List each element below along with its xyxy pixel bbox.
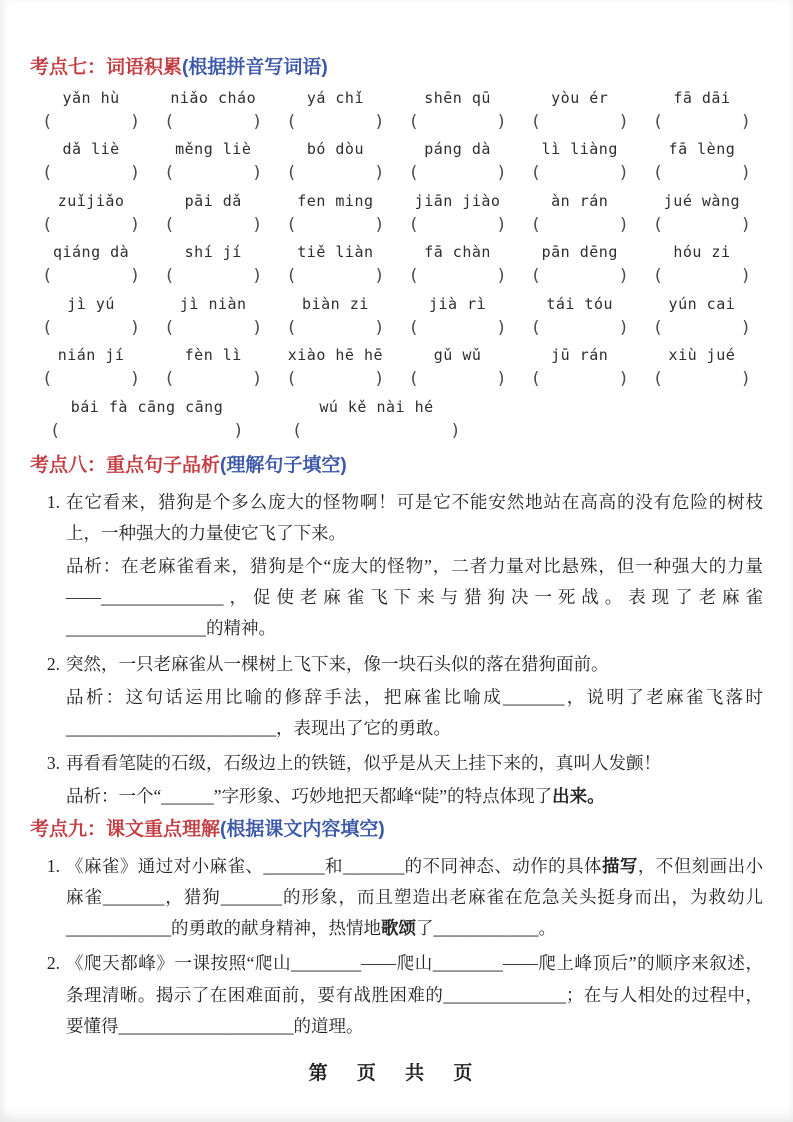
pinyin-word: lì liàng: [541, 140, 618, 159]
brackets-cell: [519, 364, 641, 393]
question-item: [30, 487, 763, 645]
answer-brackets: [44, 264, 138, 290]
answer-brackets: [44, 161, 138, 187]
open-paren: (: [288, 214, 296, 235]
brackets-cell: [30, 313, 152, 342]
close-paren: ): [497, 266, 505, 287]
section-8-title: 考点八：重点句子品析: [30, 455, 221, 477]
body-text: ，不但刻画出小麻雀_______，猎狗_______的形象，而且塑造出老麻雀在危急关头挺身而出，为救幼儿____________的勇敢的献身精神，热情地: [66, 855, 764, 939]
brackets-cell: [152, 261, 274, 290]
brackets-cell: [274, 210, 396, 239]
close-paren: ): [742, 163, 749, 184]
close-paren: ): [375, 369, 383, 390]
brackets-cell: [396, 210, 518, 239]
close-paren: ): [253, 214, 261, 235]
section-9-title: 考点九：课文重点理解: [30, 819, 221, 841]
open-paren: (: [654, 266, 662, 287]
question-text: [66, 948, 763, 1041]
close-paren: ): [131, 111, 139, 132]
open-paren: (: [288, 111, 296, 132]
brackets-cell: [519, 313, 641, 342]
pinyin-word: fen ming: [297, 191, 374, 210]
answer-brackets: [294, 419, 459, 445]
answer-brackets: [44, 213, 138, 239]
open-paren: (: [532, 317, 540, 338]
section-7-subtitle: (根据拼音写词语): [182, 57, 328, 78]
pinyin-word: fèn lì: [184, 346, 242, 365]
question-item: [30, 948, 763, 1041]
open-paren: (: [166, 317, 173, 338]
brackets-cell: [30, 158, 152, 187]
pinyin-row: [30, 192, 763, 210]
pinyin-grid: [30, 89, 763, 445]
pinyin-word: jì yú: [67, 294, 115, 313]
pinyin-word: yá chǐ: [306, 88, 364, 107]
open-paren: (: [44, 317, 51, 338]
open-paren: (: [44, 266, 51, 287]
pinyin-word: pān dēng: [541, 243, 618, 262]
brackets-cell: [274, 364, 396, 393]
open-paren: (: [52, 420, 60, 441]
answer-brackets: [411, 213, 505, 239]
answer-brackets: [288, 161, 382, 187]
pinyin-word: dǎ liè: [62, 140, 120, 159]
pinyin-word: pāi dǎ: [184, 191, 242, 210]
open-paren: (: [288, 317, 296, 338]
section-8-subtitle: (理解句子填空): [220, 455, 347, 477]
answer-brackets: [44, 110, 138, 136]
body-text: 品析：这句话运用比喻的修辞手法，把麻雀比喻成_______，说明了老麻雀飞落时________________________，表现出了它的勇敢。: [66, 686, 763, 738]
question-body: [66, 649, 763, 744]
pinyin-word: zuǐjiǎo: [57, 191, 125, 210]
open-paren: (: [532, 369, 540, 390]
open-paren: (: [410, 317, 418, 338]
close-paren: ): [375, 111, 383, 132]
question-number: 2.: [46, 953, 60, 974]
pinyin-word: yǎn hù: [62, 88, 120, 107]
pinyin-word: tái tóu: [546, 294, 614, 313]
pinyin-word: wú kě nài hé: [319, 397, 434, 416]
answer-brackets: [44, 367, 138, 393]
close-paren: ): [253, 369, 261, 390]
question-body: [66, 487, 763, 645]
section-7-header: [30, 56, 763, 81]
close-paren: ): [253, 317, 261, 338]
question-text: 再看看笔陡的石级，石级边上的铁链，似乎是从天上挂下来的，真叫人发颤！: [66, 753, 661, 773]
pinyin-word-wide: [52, 398, 242, 445]
question-text: 突然，一只老麻雀从一棵树上飞下来，像一块石头似的落在猎狗面前。: [66, 653, 609, 674]
close-paren: ): [620, 317, 627, 338]
open-paren: (: [654, 369, 662, 390]
close-paren: ): [375, 317, 383, 338]
question-text: [66, 851, 763, 944]
close-paren: ): [131, 369, 139, 390]
answer-brackets: [655, 316, 749, 342]
answer-brackets: [533, 213, 627, 239]
open-paren: (: [44, 214, 51, 235]
open-paren: (: [410, 369, 418, 390]
pinyin-word: fā chàn: [424, 243, 491, 262]
pinyin-word: niǎo cháo: [170, 88, 257, 107]
close-paren: ): [375, 266, 383, 287]
close-paren: ): [620, 111, 627, 132]
close-paren: ): [497, 111, 505, 132]
section-7-title: 考点七：词语积累: [30, 57, 183, 78]
pinyin-word: biàn zi: [302, 294, 369, 313]
question-body: [66, 748, 763, 812]
pinyin-word: qiáng dà: [52, 243, 130, 262]
answer-text: 出来。: [552, 786, 605, 807]
body-text: 《爬天都峰》一课按照“爬山________——爬山________——爬上峰顶后”的顺序来叙述，条理清晰。揭示了在困难面前，要有战胜困难的______________；在与人相处的过程中，要懂得____________________的道理。: [66, 953, 763, 1036]
pinyin-word: bó dòu: [306, 140, 364, 159]
open-paren: (: [654, 317, 662, 338]
answer-brackets: [52, 419, 242, 445]
open-paren: (: [288, 163, 296, 184]
close-paren: ): [497, 214, 505, 235]
open-paren: (: [166, 214, 173, 235]
answer-brackets: [288, 110, 382, 136]
answer-brackets: [655, 367, 749, 393]
pinyin-word: jū rán: [551, 346, 609, 365]
close-paren: ): [131, 163, 139, 184]
close-paren: ): [375, 163, 383, 184]
answer-brackets: [533, 367, 627, 393]
pinyin-word: xiào hē hē: [287, 346, 384, 365]
pinyin-row: [30, 89, 763, 107]
answer-brackets: [411, 110, 505, 136]
close-paren: ): [131, 214, 139, 235]
question-analysis: [66, 682, 763, 744]
page-footer: 第 页 共 页: [308, 1062, 485, 1084]
brackets-cell: [152, 364, 274, 393]
answer-brackets: [533, 110, 627, 136]
close-paren: ): [253, 266, 261, 287]
brackets-cell: [30, 210, 152, 239]
brackets-cell: [396, 107, 518, 136]
pinyin-word: jì niàn: [179, 294, 247, 313]
brackets-cell: [519, 158, 641, 187]
open-paren: (: [166, 163, 173, 184]
question-analysis: [66, 551, 763, 644]
close-paren: ): [742, 111, 749, 132]
pinyin-word: shí jí: [184, 243, 242, 262]
pinyin-word: jià rì: [428, 294, 487, 313]
body-text: 品析：在老麻雀看来，猎狗是个“庞大的怪物”，二者力量对比悬殊，但一种强大的力量——______________，促使老麻雀飞下来与猎狗决一死战。表现了老麻雀________________的精神。: [66, 556, 763, 639]
brackets-cell: [519, 261, 641, 290]
answer-brackets: [655, 110, 749, 136]
brackets-cell: [152, 210, 274, 239]
brackets-cell: [641, 313, 763, 342]
answer-brackets: [166, 316, 260, 342]
brackets-cell: [519, 210, 641, 239]
brackets-cell: [641, 261, 763, 290]
pinyin-word: shēn qū: [424, 88, 491, 107]
brackets-row: [30, 261, 763, 290]
answer-brackets: [411, 161, 505, 187]
close-paren: ): [253, 163, 261, 184]
pinyin-word: fā dāi: [673, 88, 731, 107]
pinyin-word-wide: [294, 398, 459, 445]
section-9-header: [30, 818, 763, 843]
open-paren: (: [44, 369, 51, 390]
brackets-row: [30, 158, 763, 187]
open-paren: (: [294, 420, 302, 441]
open-paren: (: [654, 214, 662, 235]
answer-text: 歌颂: [381, 918, 416, 939]
brackets-row: [30, 107, 763, 136]
open-paren: (: [532, 266, 540, 287]
answer-brackets: [533, 316, 627, 342]
answer-brackets: [166, 110, 260, 136]
open-paren: (: [654, 163, 662, 184]
close-paren: ): [620, 266, 627, 287]
question-number: 1.: [46, 491, 60, 512]
brackets-cell: [274, 313, 396, 342]
close-paren: ): [253, 111, 261, 132]
answer-brackets: [655, 161, 749, 187]
answer-brackets: [166, 264, 260, 290]
open-paren: (: [532, 214, 540, 235]
brackets-cell: [641, 210, 763, 239]
pinyin-row: [30, 346, 763, 364]
open-paren: (: [410, 163, 418, 184]
question-item: [30, 851, 763, 944]
answer-brackets: [411, 264, 505, 290]
brackets-cell: [396, 313, 518, 342]
answer-text: 描写: [601, 855, 638, 876]
brackets-cell: [30, 364, 152, 393]
answer-brackets: [166, 367, 260, 393]
pinyin-word: tiě liàn: [297, 243, 374, 262]
pinyin-word: àn rán: [551, 191, 609, 210]
open-paren: (: [532, 163, 540, 184]
question-body: [66, 851, 763, 944]
open-paren: (: [410, 266, 418, 287]
brackets-cell: [396, 158, 518, 187]
close-paren: ): [131, 317, 139, 338]
brackets-row: [30, 210, 763, 239]
brackets-row: [30, 364, 763, 393]
answer-brackets: [288, 367, 382, 393]
question-number: 3.: [46, 753, 60, 773]
pinyin-word: yún cai: [668, 294, 736, 313]
answer-brackets: [411, 316, 505, 342]
pinyin-word: nián jí: [57, 346, 125, 365]
brackets-cell: [519, 107, 641, 136]
brackets-cell: [274, 107, 396, 136]
close-paren: ): [742, 266, 749, 287]
open-paren: (: [288, 266, 296, 287]
close-paren: ): [742, 317, 749, 338]
answer-brackets: [288, 316, 382, 342]
answer-brackets: [411, 367, 505, 393]
question-analysis: [66, 781, 763, 812]
open-paren: (: [654, 111, 662, 132]
brackets-cell: [152, 107, 274, 136]
open-paren: (: [410, 214, 418, 235]
brackets-row: [30, 313, 763, 342]
pinyin-word: bái fà cāng cāng: [70, 397, 224, 416]
brackets-cell: [641, 107, 763, 136]
question-number: 1.: [46, 855, 60, 876]
close-paren: ): [742, 214, 749, 235]
pinyin-word: jué wàng: [663, 191, 741, 210]
question-item: [30, 748, 763, 812]
pinyin-row: [30, 140, 763, 158]
brackets-cell: [274, 261, 396, 290]
open-paren: (: [166, 369, 173, 390]
open-paren: (: [532, 111, 540, 132]
pinyin-wide-row: [30, 398, 763, 445]
brackets-cell: [30, 261, 152, 290]
pinyin-word: měng liè: [175, 140, 252, 159]
section-8-header: [30, 454, 763, 479]
close-paren: ): [620, 369, 627, 390]
close-paren: ): [234, 420, 242, 441]
pinyin-word: hóu zi: [673, 243, 731, 262]
open-paren: (: [288, 369, 296, 390]
answer-brackets: [166, 161, 260, 187]
brackets-cell: [152, 158, 274, 187]
body-text: 了____________。: [416, 918, 556, 939]
answer-brackets: [288, 264, 382, 290]
pinyin-word: xiù jué: [668, 346, 736, 365]
answer-brackets: [655, 213, 749, 239]
section-9-subtitle: (根据课文内容填空): [220, 819, 385, 841]
open-paren: (: [166, 266, 173, 287]
answer-brackets: [288, 213, 382, 239]
question-number: 2.: [46, 653, 60, 674]
close-paren: ): [497, 369, 505, 390]
open-paren: (: [166, 111, 173, 132]
brackets-cell: [396, 364, 518, 393]
open-paren: (: [44, 111, 51, 132]
close-paren: ): [451, 420, 459, 441]
brackets-cell: [641, 364, 763, 393]
question-item: [30, 649, 763, 744]
pinyin-word: gǔ wǔ: [433, 346, 482, 365]
open-paren: (: [44, 163, 51, 184]
close-paren: ): [497, 163, 505, 184]
close-paren: ): [497, 317, 505, 338]
brackets-cell: [30, 107, 152, 136]
answer-brackets: [44, 316, 138, 342]
pinyin-word: jiān jiào: [414, 191, 501, 210]
answer-brackets: [655, 264, 749, 290]
question-body: [66, 948, 763, 1041]
close-paren: ): [742, 369, 749, 390]
close-paren: ): [620, 214, 627, 235]
brackets-cell: [274, 158, 396, 187]
brackets-cell: [396, 261, 518, 290]
body-text: 品析：一个“______”字形象、巧妙地把天都峰“陡”的特点体现了: [66, 786, 553, 807]
close-paren: ): [375, 214, 383, 235]
answer-brackets: [533, 161, 627, 187]
question-text: 在它看来，猎狗是个多么庞大的怪物啊！可是它不能安然地站在高高的没有危险的树枝上，一种强大的力量使它飞了下来。: [66, 491, 763, 544]
pinyin-row: [30, 243, 763, 261]
pinyin-word: fā lèng: [668, 140, 736, 159]
brackets-cell: [152, 313, 274, 342]
answer-brackets: [166, 213, 260, 239]
pinyin-row: [30, 295, 763, 313]
open-paren: (: [410, 111, 418, 132]
body-text: 《麻雀》通过对小麻雀、_______和_______的不同神态、动作的具体: [66, 855, 602, 876]
answer-brackets: [533, 264, 627, 290]
pinyin-word: yòu ér: [551, 88, 609, 107]
pinyin-word: páng dà: [424, 140, 491, 159]
close-paren: ): [620, 163, 627, 184]
brackets-cell: [641, 158, 763, 187]
close-paren: ): [131, 266, 139, 287]
